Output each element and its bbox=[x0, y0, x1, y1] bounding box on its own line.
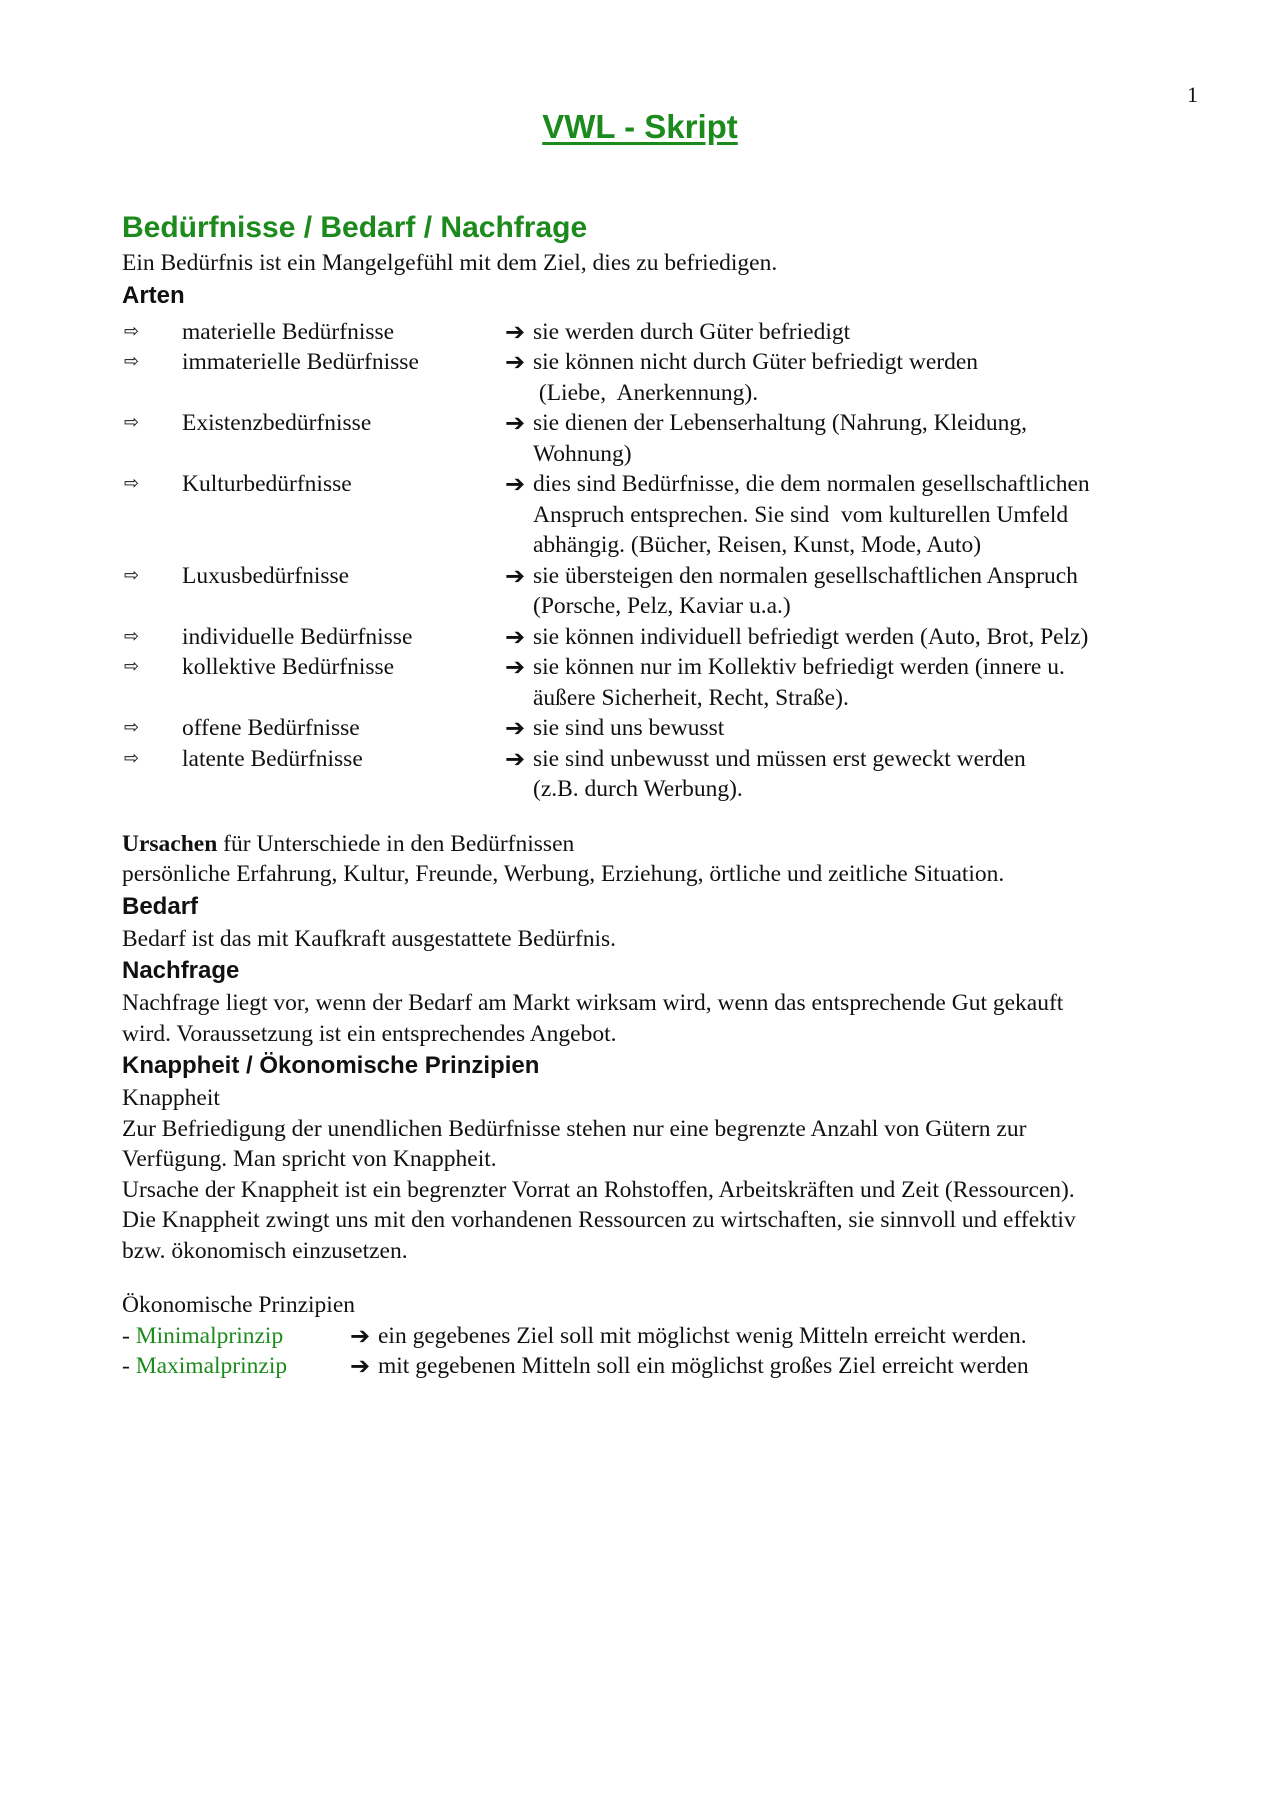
needs-type-row bbox=[122, 347, 1182, 408]
description-line: Anspruch entsprechen. Sie sind vom kulturellen Umfeld bbox=[533, 501, 1069, 528]
needs-type-description bbox=[505, 347, 1182, 408]
bold-arrow-icon: ➔ bbox=[505, 470, 526, 498]
principle-row bbox=[122, 1321, 1182, 1352]
bold-arrow-icon: ➔ bbox=[505, 622, 526, 651]
document-body bbox=[122, 208, 1182, 1382]
needs-type-description bbox=[505, 622, 1182, 653]
bold-arrow-icon: ➔ bbox=[505, 653, 526, 681]
description-line: sie übersteigen den normalen gesellschaftlichen Anspruch bbox=[533, 562, 1078, 589]
needs-type-row bbox=[122, 317, 1182, 348]
hollow-arrow-bullet-icon: ⇨ bbox=[124, 717, 140, 738]
description-line: sie sind unbewusst und müssen erst geweckt werden bbox=[533, 745, 1026, 772]
principle-description: mit gegebenen Mitteln soll ein möglichst großes Ziel erreicht werden bbox=[378, 1353, 1029, 1379]
needs-type-name: kollektive Bedürfnisse bbox=[182, 654, 395, 680]
needs-type-row bbox=[122, 561, 1182, 622]
description-line: äußere Sicherheit, Recht, Straße). bbox=[533, 684, 849, 711]
knappheit-text-5: bzw. ökonomisch einzusetzen. bbox=[122, 1237, 408, 1264]
knappheit-heading: Knappheit / Ökonomische Prinzipien bbox=[122, 1052, 540, 1079]
needs-type-name: Luxusbedürfnisse bbox=[182, 562, 350, 589]
needs-type-row bbox=[122, 713, 1182, 744]
principle-row bbox=[122, 1351, 1182, 1382]
needs-type-row bbox=[122, 652, 1182, 713]
hollow-arrow-bullet-icon: ⇨ bbox=[124, 564, 140, 586]
needs-type-description-text bbox=[533, 713, 1182, 744]
description-line: sie werden durch Güter befriedigt bbox=[533, 318, 851, 345]
hollow-arrow-bullet-icon: ⇨ bbox=[124, 656, 140, 677]
needs-types-list bbox=[122, 317, 1182, 805]
arten-heading: Arten bbox=[122, 281, 185, 309]
principle-name: Minimalprinzip bbox=[135, 1322, 284, 1349]
hollow-arrow-bullet-icon: ⇨ bbox=[124, 473, 140, 494]
description-line: (z.B. durch Werbung). bbox=[533, 776, 743, 802]
description-line: sie können nicht durch Güter befriedigt werden bbox=[533, 349, 979, 375]
document-title: VWL - Skript bbox=[542, 108, 738, 145]
description-line: sie dienen der Lebenserhaltung (Nahrung, Kleidung, bbox=[533, 410, 1027, 436]
needs-type-description bbox=[505, 317, 1182, 348]
bold-arrow-icon: ➔ bbox=[350, 1352, 371, 1380]
nachfrage-text-1: Nachfrage liegt vor, wenn der Bedarf am Markt wirksam wird, wenn das entsprechende Gut gekauft bbox=[122, 990, 1064, 1016]
page-number: 1 bbox=[1187, 82, 1198, 107]
bold-arrow-icon: ➔ bbox=[505, 744, 526, 773]
knappheit-text-4: Die Knappheit zwingt uns mit den vorhandenen Ressourcen zu wirtschaften, sie sinnvoll und effektiv bbox=[122, 1207, 1076, 1233]
description-line: (Porsche, Pelz, Kaviar u.a.) bbox=[533, 593, 791, 619]
needs-type-description-text bbox=[533, 347, 1182, 408]
needs-type-description-text bbox=[533, 408, 1182, 469]
ursachen-text: persönliche Erfahrung, Kultur, Freunde, Werbung, Erziehung, örtliche und zeitliche Situation. bbox=[122, 861, 1005, 887]
needs-type-row bbox=[122, 469, 1182, 561]
hollow-arrow-bullet-icon: ⇨ bbox=[124, 625, 140, 647]
principle-name-cell bbox=[122, 1321, 350, 1352]
description-line: (Liebe, Anerkennung). bbox=[533, 379, 759, 406]
bold-arrow-icon: ➔ bbox=[505, 348, 526, 376]
needs-type-name: offene Bedürfnisse bbox=[182, 715, 360, 741]
nachfrage-heading: Nachfrage bbox=[122, 957, 240, 984]
bold-arrow-icon: ➔ bbox=[505, 561, 526, 590]
description-line: abhängig. (Bücher, Reisen, Kunst, Mode, Auto) bbox=[533, 532, 982, 558]
needs-type-description-text bbox=[533, 744, 1182, 805]
needs-type-description bbox=[505, 713, 1182, 744]
needs-type-description-text bbox=[533, 561, 1182, 622]
description-line: Wohnung) bbox=[533, 440, 632, 467]
needs-type-row bbox=[122, 744, 1182, 805]
description-line: sie können nur im Kollektiv befriedigt werden (innere u. bbox=[533, 654, 1065, 680]
needs-type-description bbox=[505, 744, 1182, 805]
needs-type-description-text bbox=[533, 622, 1182, 653]
ursachen-rest: für Unterschiede in den Bedürfnissen bbox=[217, 830, 575, 857]
needs-type-name: latente Bedürfnisse bbox=[182, 745, 363, 772]
bold-arrow-icon: ➔ bbox=[505, 409, 526, 437]
description-line: dies sind Bedürfnisse, die dem normalen gesellschaftlichen bbox=[533, 471, 1090, 497]
description-line: sie können individuell befriedigt werden (Auto, Brot, Pelz) bbox=[533, 623, 1089, 650]
description-line: sie sind uns bewusst bbox=[533, 715, 725, 741]
needs-type-name: materielle Bedürfnisse bbox=[182, 318, 395, 345]
principle-dash: - bbox=[122, 1322, 136, 1349]
prinzipien-subtitle: Ökonomische Prinzipien bbox=[122, 1292, 356, 1318]
principles-list bbox=[122, 1321, 1182, 1382]
bedarf-heading: Bedarf bbox=[122, 892, 199, 920]
needs-type-description bbox=[505, 561, 1182, 622]
principle-description: ein gegebenes Ziel soll mit möglichst wenig Mitteln erreicht werden. bbox=[378, 1322, 1027, 1349]
needs-type-description bbox=[505, 408, 1182, 469]
needs-type-name: individuelle Bedürfnisse bbox=[182, 623, 413, 650]
needs-type-description-text bbox=[533, 317, 1182, 348]
hollow-arrow-bullet-icon: ⇨ bbox=[124, 320, 140, 342]
intro-text: Ein Bedürfnis ist ein Mangelgefühl mit dem Ziel, dies zu befriedigen. bbox=[122, 250, 778, 276]
bold-arrow-icon: ➔ bbox=[505, 317, 526, 346]
needs-type-name: immaterielle Bedürfnisse bbox=[182, 349, 419, 375]
section-heading: Bedürfnisse / Bedarf / Nachfrage bbox=[122, 211, 588, 244]
needs-type-name: Kulturbedürfnisse bbox=[182, 471, 352, 497]
needs-type-row bbox=[122, 622, 1182, 653]
principle-name-cell bbox=[122, 1351, 350, 1382]
principle-name: Maximalprinzip bbox=[135, 1353, 288, 1379]
nachfrage-text-2: wird. Voraussetzung ist ein entsprechendes Angebot. bbox=[122, 1020, 617, 1047]
hollow-arrow-bullet-icon: ⇨ bbox=[124, 412, 140, 433]
needs-type-description-text bbox=[533, 469, 1182, 561]
knappheit-text-3: Ursache der Knappheit ist ein begrenzter Vorrat an Rohstoffen, Arbeitskräften und Zeit (Ressourcen). bbox=[122, 1176, 1075, 1203]
hollow-arrow-bullet-icon: ⇨ bbox=[124, 747, 140, 769]
knappheit-text-2: Verfügung. Man spricht von Knappheit. bbox=[122, 1146, 497, 1172]
needs-type-description-text bbox=[533, 652, 1182, 713]
hollow-arrow-bullet-icon: ⇨ bbox=[124, 351, 140, 372]
knappheit-subtitle: Knappheit bbox=[122, 1085, 220, 1111]
ursachen-bold: Ursachen bbox=[122, 830, 218, 857]
needs-type-row bbox=[122, 408, 1182, 469]
bold-arrow-icon: ➔ bbox=[350, 1321, 371, 1350]
bold-arrow-icon: ➔ bbox=[505, 714, 526, 742]
principle-dash: - bbox=[122, 1353, 136, 1379]
needs-type-name: Existenzbedürfnisse bbox=[182, 410, 372, 436]
needs-type-description bbox=[505, 652, 1182, 713]
knappheit-text-1: Zur Befriedigung der unendlichen Bedürfnisse stehen nur eine begrenzte Anzahl von Gütern zur bbox=[122, 1115, 1027, 1142]
bedarf-text: Bedarf ist das mit Kaufkraft ausgestattete Bedürfnis. bbox=[122, 925, 617, 952]
needs-type-description bbox=[505, 469, 1182, 561]
ursachen-line bbox=[122, 829, 1182, 860]
